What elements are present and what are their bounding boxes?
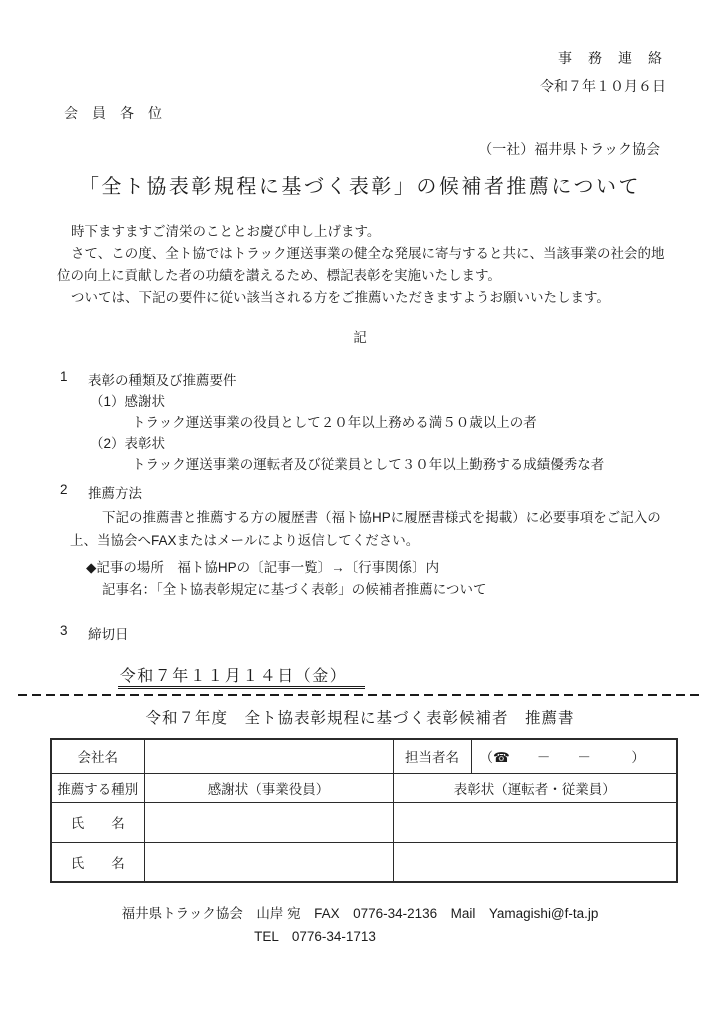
phone-paren-open: （ [479,750,493,766]
footer-tel-line: TEL 0776-34-1713 [254,929,376,944]
body-text [57,221,677,309]
body-paragraph-1: さて、この度、全ト協ではトラック運送事業の健全な発展に寄与すると共に、当該事業の社会的地位の向上に貢献した者の功績を讃えるため、標記表彰を実施いたします。 [57,246,665,283]
doc-date: 令和７年１０月６日 [540,78,666,94]
article-location-line: ◆記事の場所 福ト協HPの〔記事一覧〕→〔行事関係〕内 [86,560,440,575]
greeting-line: 時下ますますご清栄のこととお慶び申し上げます。 [71,224,381,239]
recommendation-method-text: 下記の推薦書と推薦する方の履歴書（福ト協HPに履歴書様式を掲載）に必要事項をご記入の上、当協会へFAXまたはメールにより返信してください。 [70,510,661,548]
award-type-2-label: （2）表彰状 [90,436,166,451]
award-type-1-requirement: トラック運送事業の役員として２０年以上務める満５０歳以上の者 [132,415,537,430]
name-row-1-kansha-field [144,802,393,842]
section-3-heading: 締切日 [88,627,129,642]
record-marker: 記 [353,330,367,345]
name-row-2-label: 氏 名 [51,842,144,882]
contact-phone-field [471,739,677,773]
sender-org: （一社）福井県トラック協会 [478,141,660,157]
section-1-heading: 表彰の種類及び推薦要件 [88,373,237,388]
name-row-1-label: 氏 名 [51,802,144,842]
footer-contact-line: 福井県トラック協会 山岸 宛 FAX 0776-34-2136 Mail Yamagishi@f-ta.jp [121,906,599,921]
doc-classification: 事 務 連 絡 [558,50,663,66]
contact-person-label: 担当者名 [393,739,471,773]
form-title: 令和７年度 全ト協表彰規程に基づく表彰候補者 推薦書 [145,710,575,727]
name-row-1-hyoshojo-field [393,802,677,842]
name-row-2-kansha-field [144,842,393,882]
name-row-2-hyoshojo-field [393,842,677,882]
company-name-label: 会社名 [51,739,144,773]
dashed-cut-line [18,694,702,696]
section-3-number: 3 [60,623,68,638]
award-type-1-label: （1）感謝状 [90,394,166,409]
recommendation-table [50,738,678,883]
phone-number-blanks: － － ） [509,750,645,766]
deadline-date: 令和７年１１月１４日（金） [118,668,366,689]
recipient: 会 員 各 位 [64,105,162,121]
section-1-number: 1 [60,369,68,384]
doc-title: 「全ト協表彰規程に基づく表彰」の候補者推薦について [78,176,642,198]
recommend-type-label: 推薦する種別 [51,773,144,802]
hyoshojo-option: 表彰状（運転者・従業員） [393,773,677,802]
section-2-number: 2 [60,482,68,497]
body-paragraph-2: ついては、下記の要件に従い該当される方をご推薦いただきますようお願いいたします。 [71,290,610,305]
section-2-heading: 推薦方法 [88,486,142,501]
article-name-line: 記事名：「全ト協表彰規定に基づく表彰」の候補者推薦について [102,582,487,597]
award-type-2-requirement: トラック運送事業の運転者及び従業員として３０年以上勤務する成績優秀な者 [132,457,605,472]
company-name-field [144,739,393,773]
phone-icon: ☎ [493,750,510,766]
kansha-option: 感謝状（事業役員） [144,773,393,802]
